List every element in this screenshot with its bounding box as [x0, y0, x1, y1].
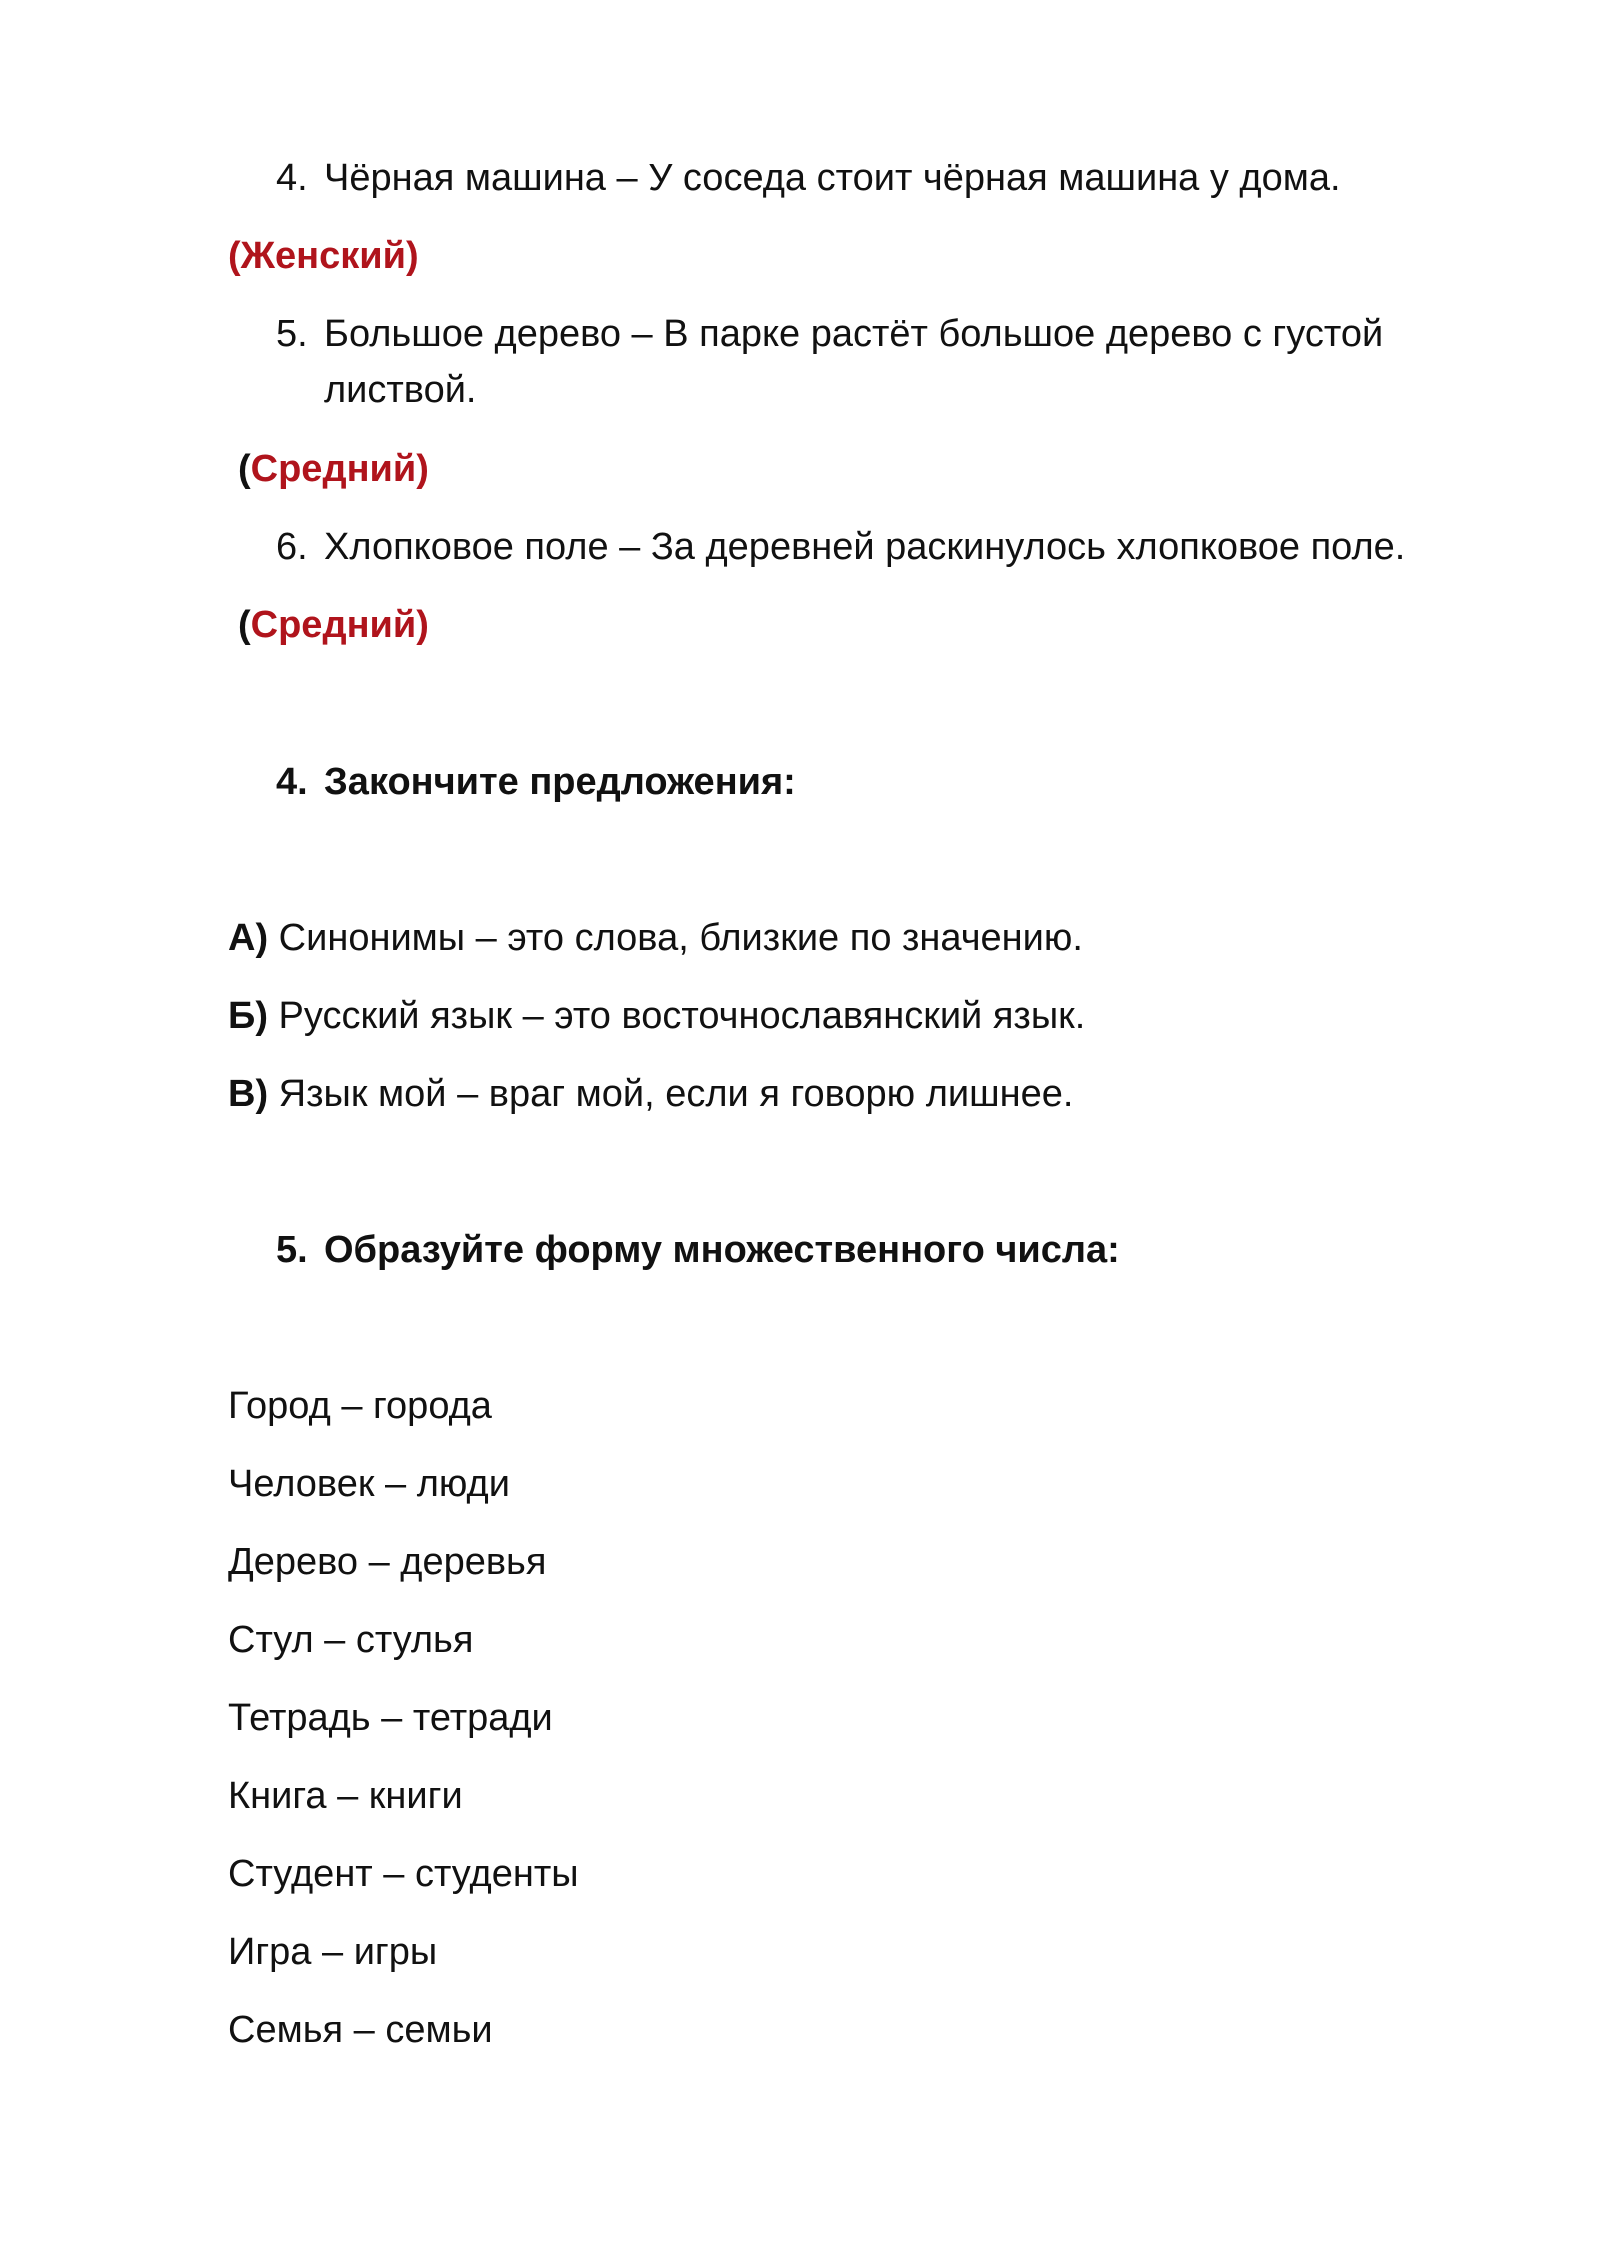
gender-text: Средний)	[250, 448, 429, 490]
gender-open-paren: (	[238, 604, 251, 646]
sentence-line	[228, 988, 1085, 1044]
plural-line: Человек – люди	[228, 1463, 510, 1505]
plural-line: Игра – игры	[228, 1931, 438, 1973]
section-title: Образуйте форму множественного числа:	[324, 1229, 1120, 1271]
sentence-text: Русский язык – это восточнославянский язык.	[267, 995, 1086, 1037]
sentence-text: Язык мой – враг мой, если я говорю лишнее.	[268, 1073, 1074, 1115]
section-number: 5.	[276, 1229, 308, 1271]
gender-open-paren: (	[238, 448, 251, 490]
plural-line: Город – города	[228, 1385, 492, 1427]
sentence-line	[228, 910, 1083, 966]
sentence-letter: А)	[228, 917, 269, 959]
plural-line: Стул – стулья	[228, 1619, 474, 1661]
item-text: Большое дерево – В парке растёт большое дерево с густой листвой.	[324, 313, 1384, 411]
item-number: 6.	[276, 526, 308, 568]
sentence-letter: В)	[228, 1073, 269, 1115]
plural-line: Тетрадь – тетради	[228, 1697, 553, 1739]
item-number: 5.	[276, 313, 308, 355]
gender-text: (Женский)	[228, 235, 419, 277]
gender-label	[238, 441, 429, 497]
gender-label	[238, 597, 429, 653]
plural-line: Семья – семьи	[228, 2009, 493, 2051]
sentence-line	[228, 1066, 1073, 1122]
section-title: Закончите предложения:	[324, 761, 796, 803]
gender-text: Средний)	[250, 604, 429, 646]
plural-line: Дерево – деревья	[228, 1541, 547, 1583]
plural-line: Книга – книги	[228, 1775, 463, 1817]
item-text: Чёрная машина – У соседа стоит чёрная машина у дома.	[324, 157, 1341, 199]
sentence-letter: Б)	[228, 995, 268, 1037]
gender-label	[228, 228, 419, 284]
item-text: Хлопковое поле – За деревней раскинулось хлопковое поле.	[324, 526, 1406, 568]
section-number: 4.	[276, 761, 308, 803]
sentence-text: Синонимы – это слова, близкие по значению.	[268, 917, 1083, 959]
plural-line: Студент – студенты	[228, 1853, 579, 1895]
item-number: 4.	[276, 157, 308, 199]
